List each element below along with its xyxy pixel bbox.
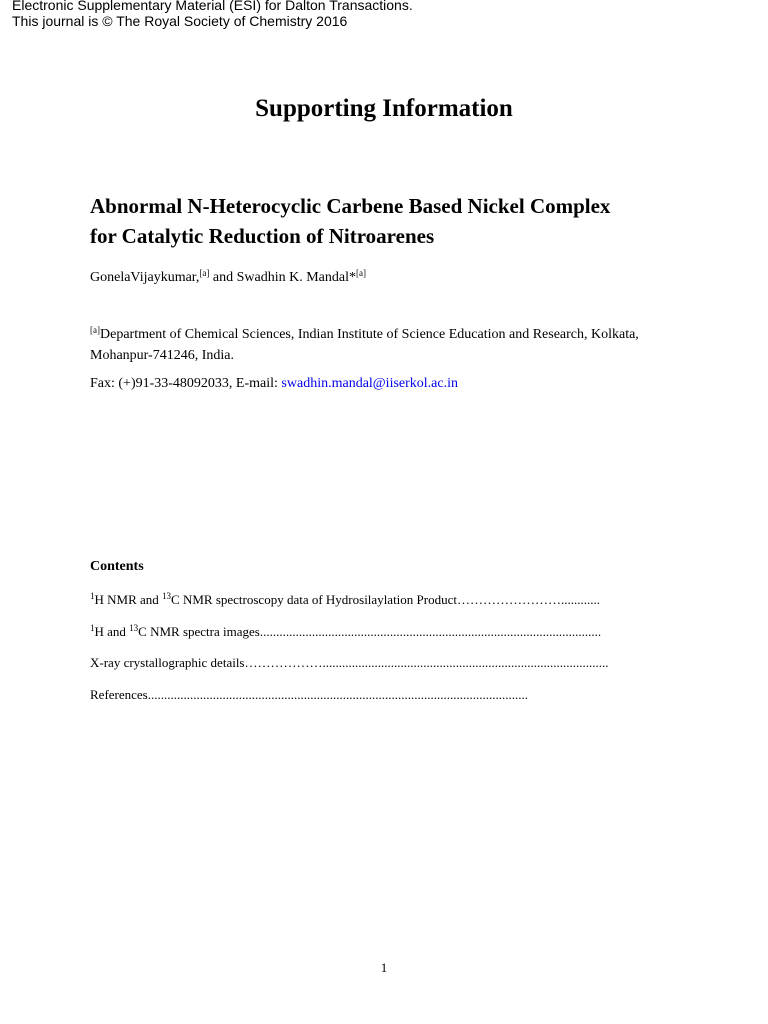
affiliation-marker: [a] [356,268,366,278]
header-line-esi: Electronic Supplementary Material (ESI) for Dalton Transactions. [12,0,413,13]
email-link[interactable]: swadhin.mandal@iiserkol.ac.in [281,376,458,391]
journal-header [12,0,413,29]
author-name: GonelaVijaykumar, [90,270,200,285]
toc-item-text: C NMR spectra images......................................................................................................... [138,624,602,639]
superscript: 1 [90,623,95,633]
article-title [90,191,690,251]
page-heading: Supporting Information [255,95,513,122]
toc-item-text: References..................................................................................................................... [90,687,528,702]
superscript: 13 [162,591,172,601]
header-line-copyright: This journal is © The Royal Society of Chemistry 2016 [12,13,348,29]
contact-info [90,374,458,394]
superscript: 1 [90,591,95,601]
toc-item[interactable] [90,591,600,609]
page-number: 1 [380,960,388,975]
author-list [90,268,366,288]
author-connector: and Swadhin K. Mandal* [209,270,356,285]
superscript: 13 [129,623,139,633]
toc-item-text: H NMR and [94,592,163,607]
toc-item[interactable] [90,654,609,672]
toc-item-text: H and [94,624,130,639]
toc-item-text: C NMR spectroscopy data of Hydrosilaylation Product……………………............ [171,592,600,607]
affiliation-marker: [a] [199,268,210,278]
affiliation-line-2: Mohanpur-741246, India. [90,348,234,363]
toc-item[interactable] [90,686,528,704]
affiliation-line-1 [90,324,650,345]
contents-heading: Contents [90,559,144,574]
title-line-2: for Catalytic Reduction of Nitroarenes [90,224,435,248]
affiliation-text: Department of Chemical Sciences, Indian Institute of Science Education and Research, Kolkata, [100,327,639,342]
title-line-1: Abnormal N-Heterocyclic Carbene Based Nickel Complex [90,194,611,218]
affiliation-marker: [a] [90,325,100,335]
affiliation [90,324,650,366]
toc-item[interactable] [90,623,601,641]
toc-item-text: X-ray crystallographic details………………........................................................................................ [90,655,609,670]
fax-label: Fax: (+)91-33-48092033, E-mail: [90,376,282,391]
